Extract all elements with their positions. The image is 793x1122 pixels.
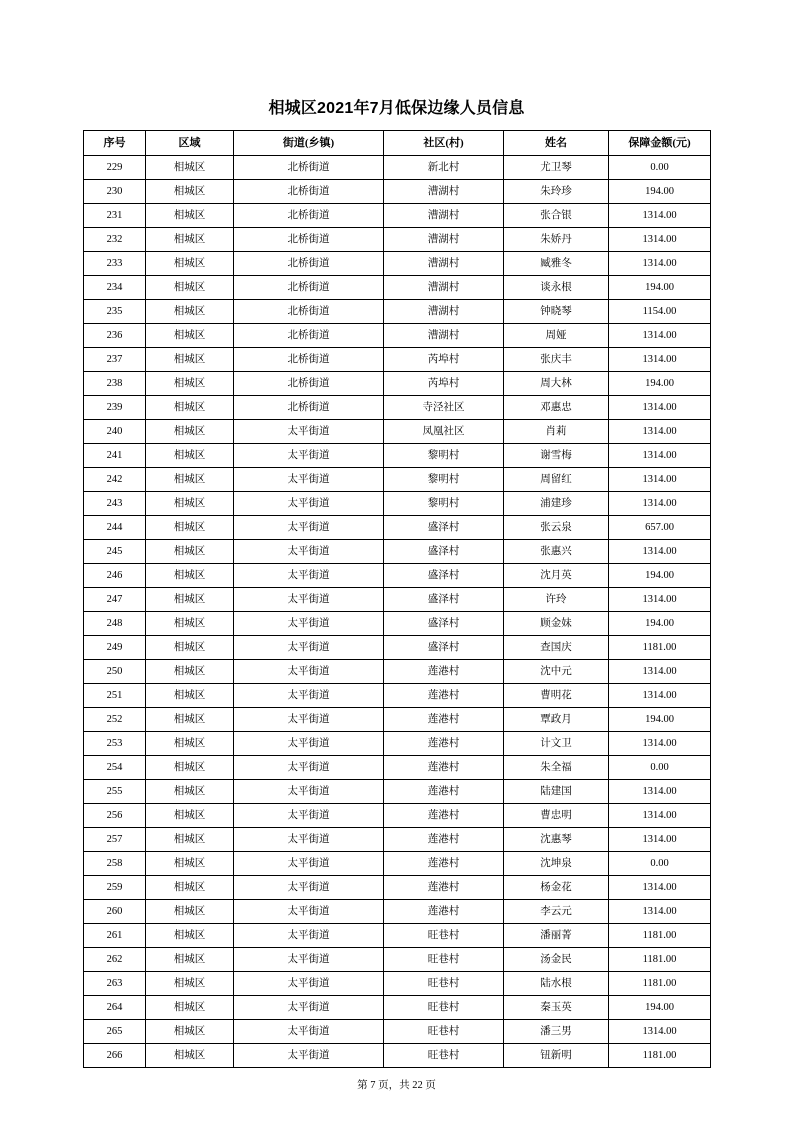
cell-street: 太平街道 — [234, 732, 384, 756]
cell-village: 凤凰社区 — [384, 420, 504, 444]
cell-sequence: 256 — [84, 804, 146, 828]
cell-village: 盛泽村 — [384, 540, 504, 564]
cell-village: 莲港村 — [384, 900, 504, 924]
cell-name: 浦建珍 — [504, 492, 609, 516]
table-row — [84, 252, 711, 276]
cell-street: 太平街道 — [234, 948, 384, 972]
cell-name: 肖莉 — [504, 420, 609, 444]
cell-sequence: 246 — [84, 564, 146, 588]
table-row — [84, 708, 711, 732]
cell-village: 莲港村 — [384, 660, 504, 684]
table-row — [84, 468, 711, 492]
cell-village: 盛泽村 — [384, 612, 504, 636]
cell-name: 邓惠忠 — [504, 396, 609, 420]
cell-area: 相城区 — [146, 252, 234, 276]
cell-sequence: 254 — [84, 756, 146, 780]
cell-village: 旺巷村 — [384, 972, 504, 996]
cell-village: 旺巷村 — [384, 1044, 504, 1068]
cell-area: 相城区 — [146, 732, 234, 756]
cell-sequence: 242 — [84, 468, 146, 492]
cell-sequence: 241 — [84, 444, 146, 468]
table-row — [84, 924, 711, 948]
table-row — [84, 684, 711, 708]
cell-amount: 1314.00 — [609, 684, 711, 708]
cell-name: 沈中元 — [504, 660, 609, 684]
cell-area: 相城区 — [146, 756, 234, 780]
cell-area: 相城区 — [146, 972, 234, 996]
table-row — [84, 948, 711, 972]
table-row — [84, 348, 711, 372]
cell-street: 北桥街道 — [234, 204, 384, 228]
cell-street: 北桥街道 — [234, 372, 384, 396]
cell-area: 相城区 — [146, 1044, 234, 1068]
cell-name: 张合银 — [504, 204, 609, 228]
cell-sequence: 252 — [84, 708, 146, 732]
table-row — [84, 660, 711, 684]
table-row — [84, 996, 711, 1020]
cell-amount: 1181.00 — [609, 972, 711, 996]
table-row — [84, 180, 711, 204]
cell-sequence: 253 — [84, 732, 146, 756]
cell-amount: 0.00 — [609, 852, 711, 876]
cell-sequence: 231 — [84, 204, 146, 228]
cell-name: 周大林 — [504, 372, 609, 396]
cell-sequence: 230 — [84, 180, 146, 204]
cell-area: 相城区 — [146, 156, 234, 180]
cell-village: 芮埠村 — [384, 348, 504, 372]
cell-area: 相城区 — [146, 948, 234, 972]
column-header-area: 区域 — [146, 131, 234, 156]
cell-sequence: 257 — [84, 828, 146, 852]
cell-name: 尤卫琴 — [504, 156, 609, 180]
cell-sequence: 261 — [84, 924, 146, 948]
cell-village: 莲港村 — [384, 756, 504, 780]
cell-street: 北桥街道 — [234, 156, 384, 180]
cell-village: 漕湖村 — [384, 300, 504, 324]
cell-name: 陆水根 — [504, 972, 609, 996]
cell-village: 漕湖村 — [384, 276, 504, 300]
cell-amount: 1314.00 — [609, 540, 711, 564]
table-row — [84, 828, 711, 852]
table-row — [84, 972, 711, 996]
cell-amount: 1314.00 — [609, 348, 711, 372]
column-header-amount: 保障金额(元) — [609, 131, 711, 156]
table-row — [84, 372, 711, 396]
cell-street: 太平街道 — [234, 684, 384, 708]
cell-street: 太平街道 — [234, 564, 384, 588]
cell-amount: 1314.00 — [609, 780, 711, 804]
cell-amount: 1314.00 — [609, 1020, 711, 1044]
cell-name: 沈坤泉 — [504, 852, 609, 876]
cell-amount: 1314.00 — [609, 876, 711, 900]
cell-area: 相城区 — [146, 684, 234, 708]
cell-area: 相城区 — [146, 180, 234, 204]
cell-village: 旺巷村 — [384, 996, 504, 1020]
cell-sequence: 229 — [84, 156, 146, 180]
cell-sequence: 250 — [84, 660, 146, 684]
cell-amount: 1181.00 — [609, 1044, 711, 1068]
cell-street: 太平街道 — [234, 900, 384, 924]
cell-sequence: 260 — [84, 900, 146, 924]
cell-area: 相城区 — [146, 612, 234, 636]
cell-amount: 1314.00 — [609, 732, 711, 756]
cell-village: 漕湖村 — [384, 324, 504, 348]
cell-street: 太平街道 — [234, 924, 384, 948]
cell-street: 太平街道 — [234, 492, 384, 516]
cell-street: 北桥街道 — [234, 396, 384, 420]
cell-street: 太平街道 — [234, 444, 384, 468]
cell-sequence: 262 — [84, 948, 146, 972]
cell-amount: 1314.00 — [609, 252, 711, 276]
cell-area: 相城区 — [146, 876, 234, 900]
cell-sequence: 238 — [84, 372, 146, 396]
cell-name: 杨金花 — [504, 876, 609, 900]
cell-name: 秦玉英 — [504, 996, 609, 1020]
cell-area: 相城区 — [146, 708, 234, 732]
cell-amount: 194.00 — [609, 180, 711, 204]
page-title: 相城区2021年7月低保边缘人员信息 — [268, 100, 525, 117]
cell-name: 谈永根 — [504, 276, 609, 300]
table-row — [84, 1020, 711, 1044]
cell-name: 朱娇丹 — [504, 228, 609, 252]
cell-village: 莲港村 — [384, 876, 504, 900]
cell-street: 太平街道 — [234, 996, 384, 1020]
cell-sequence: 237 — [84, 348, 146, 372]
cell-sequence: 243 — [84, 492, 146, 516]
cell-village: 新北村 — [384, 156, 504, 180]
cell-name: 张云泉 — [504, 516, 609, 540]
cell-amount: 0.00 — [609, 156, 711, 180]
cell-street: 北桥街道 — [234, 300, 384, 324]
table-row — [84, 588, 711, 612]
cell-sequence: 259 — [84, 876, 146, 900]
cell-street: 太平街道 — [234, 588, 384, 612]
cell-area: 相城区 — [146, 804, 234, 828]
cell-name: 顾金妹 — [504, 612, 609, 636]
cell-village: 黎明村 — [384, 444, 504, 468]
page-number-label: 第 7 页，共 22 页 — [357, 1080, 436, 1091]
cell-amount: 1314.00 — [609, 804, 711, 828]
table-row — [84, 204, 711, 228]
cell-name: 钟晓琴 — [504, 300, 609, 324]
cell-area: 相城区 — [146, 276, 234, 300]
table-row — [84, 324, 711, 348]
cell-street: 太平街道 — [234, 516, 384, 540]
cell-street: 北桥街道 — [234, 252, 384, 276]
table-row — [84, 900, 711, 924]
table-row — [84, 492, 711, 516]
table-row — [84, 636, 711, 660]
cell-sequence: 265 — [84, 1020, 146, 1044]
cell-street: 北桥街道 — [234, 276, 384, 300]
cell-sequence: 232 — [84, 228, 146, 252]
cell-area: 相城区 — [146, 396, 234, 420]
cell-village: 芮埠村 — [384, 372, 504, 396]
table-row — [84, 396, 711, 420]
cell-sequence: 239 — [84, 396, 146, 420]
cell-area: 相城区 — [146, 348, 234, 372]
cell-area: 相城区 — [146, 636, 234, 660]
cell-sequence: 244 — [84, 516, 146, 540]
cell-village: 旺巷村 — [384, 948, 504, 972]
cell-name: 汤金民 — [504, 948, 609, 972]
cell-village: 旺巷村 — [384, 1020, 504, 1044]
cell-amount: 0.00 — [609, 756, 711, 780]
cell-street: 太平街道 — [234, 756, 384, 780]
cell-amount: 1314.00 — [609, 228, 711, 252]
cell-amount: 1314.00 — [609, 444, 711, 468]
cell-amount: 1154.00 — [609, 300, 711, 324]
cell-sequence: 251 — [84, 684, 146, 708]
cell-area: 相城区 — [146, 420, 234, 444]
cell-name: 覃政月 — [504, 708, 609, 732]
cell-village: 莲港村 — [384, 684, 504, 708]
cell-sequence: 264 — [84, 996, 146, 1020]
cell-name: 潘三男 — [504, 1020, 609, 1044]
cell-street: 太平街道 — [234, 660, 384, 684]
table-row — [84, 564, 711, 588]
table-row — [84, 228, 711, 252]
cell-name: 沈惠琴 — [504, 828, 609, 852]
cell-amount: 1181.00 — [609, 636, 711, 660]
cell-village: 盛泽村 — [384, 516, 504, 540]
cell-amount: 194.00 — [609, 564, 711, 588]
table-container — [83, 130, 710, 1068]
cell-amount: 1314.00 — [609, 396, 711, 420]
cell-amount: 1314.00 — [609, 588, 711, 612]
cell-area: 相城区 — [146, 540, 234, 564]
cell-street: 太平街道 — [234, 1044, 384, 1068]
cell-village: 漕湖村 — [384, 252, 504, 276]
cell-name: 潘丽菁 — [504, 924, 609, 948]
cell-area: 相城区 — [146, 372, 234, 396]
cell-area: 相城区 — [146, 324, 234, 348]
cell-sequence: 255 — [84, 780, 146, 804]
cell-village: 漕湖村 — [384, 228, 504, 252]
cell-village: 黎明村 — [384, 468, 504, 492]
cell-street: 太平街道 — [234, 972, 384, 996]
cell-sequence: 236 — [84, 324, 146, 348]
cell-name: 查国庆 — [504, 636, 609, 660]
cell-amount: 194.00 — [609, 372, 711, 396]
cell-village: 莲港村 — [384, 732, 504, 756]
cell-amount: 1314.00 — [609, 420, 711, 444]
cell-street: 太平街道 — [234, 636, 384, 660]
column-header-village: 社区(村) — [384, 131, 504, 156]
table-header-row — [84, 131, 711, 156]
cell-area: 相城区 — [146, 852, 234, 876]
cell-village: 寺泾社区 — [384, 396, 504, 420]
cell-name: 曹明花 — [504, 684, 609, 708]
cell-name: 朱全福 — [504, 756, 609, 780]
column-header-street: 街道(乡镇) — [234, 131, 384, 156]
cell-amount: 1181.00 — [609, 948, 711, 972]
cell-street: 太平街道 — [234, 420, 384, 444]
cell-village: 莲港村 — [384, 852, 504, 876]
cell-amount: 1314.00 — [609, 492, 711, 516]
cell-area: 相城区 — [146, 900, 234, 924]
cell-name: 周娅 — [504, 324, 609, 348]
cell-sequence: 258 — [84, 852, 146, 876]
cell-amount: 1314.00 — [609, 828, 711, 852]
cell-name: 曹忠明 — [504, 804, 609, 828]
page-footer — [0, 1077, 793, 1092]
cell-village: 盛泽村 — [384, 588, 504, 612]
cell-street: 太平街道 — [234, 876, 384, 900]
cell-area: 相城区 — [146, 516, 234, 540]
table-row — [84, 300, 711, 324]
cell-name: 钮新明 — [504, 1044, 609, 1068]
cell-area: 相城区 — [146, 924, 234, 948]
cell-village: 莲港村 — [384, 804, 504, 828]
cell-name: 陆建国 — [504, 780, 609, 804]
cell-amount: 194.00 — [609, 612, 711, 636]
column-header-sequence: 序号 — [84, 131, 146, 156]
cell-amount: 1314.00 — [609, 204, 711, 228]
cell-amount: 657.00 — [609, 516, 711, 540]
cell-name: 计文卫 — [504, 732, 609, 756]
cell-street: 北桥街道 — [234, 324, 384, 348]
cell-name: 张庆丰 — [504, 348, 609, 372]
table-row — [84, 756, 711, 780]
table-body — [84, 156, 711, 1068]
table-row — [84, 276, 711, 300]
cell-street: 太平街道 — [234, 612, 384, 636]
cell-sequence: 235 — [84, 300, 146, 324]
cell-amount: 1314.00 — [609, 900, 711, 924]
table-row — [84, 1044, 711, 1068]
table-row — [84, 876, 711, 900]
cell-area: 相城区 — [146, 228, 234, 252]
cell-area: 相城区 — [146, 780, 234, 804]
cell-amount: 1314.00 — [609, 468, 711, 492]
cell-name: 朱玲珍 — [504, 180, 609, 204]
cell-area: 相城区 — [146, 300, 234, 324]
cell-sequence: 248 — [84, 612, 146, 636]
cell-street: 北桥街道 — [234, 228, 384, 252]
cell-village: 盛泽村 — [384, 636, 504, 660]
cell-street: 太平街道 — [234, 828, 384, 852]
table-row — [84, 852, 711, 876]
cell-amount: 1181.00 — [609, 924, 711, 948]
cell-sequence: 234 — [84, 276, 146, 300]
table-row — [84, 780, 711, 804]
cell-street: 北桥街道 — [234, 348, 384, 372]
table-row — [84, 804, 711, 828]
cell-sequence: 266 — [84, 1044, 146, 1068]
cell-street: 太平街道 — [234, 852, 384, 876]
cell-area: 相城区 — [146, 996, 234, 1020]
table-row — [84, 420, 711, 444]
table-header — [84, 131, 711, 156]
table-row — [84, 612, 711, 636]
cell-name: 臧雅冬 — [504, 252, 609, 276]
cell-street: 太平街道 — [234, 540, 384, 564]
cell-sequence: 245 — [84, 540, 146, 564]
cell-village: 莲港村 — [384, 828, 504, 852]
cell-amount: 194.00 — [609, 708, 711, 732]
cell-name: 李云元 — [504, 900, 609, 924]
cell-amount: 194.00 — [609, 276, 711, 300]
cell-name: 张惠兴 — [504, 540, 609, 564]
cell-name: 谢雪梅 — [504, 444, 609, 468]
cell-amount: 1314.00 — [609, 324, 711, 348]
cell-village: 漕湖村 — [384, 180, 504, 204]
cell-area: 相城区 — [146, 444, 234, 468]
cell-street: 太平街道 — [234, 804, 384, 828]
cell-name: 许玲 — [504, 588, 609, 612]
cell-village: 莲港村 — [384, 708, 504, 732]
cell-street: 太平街道 — [234, 1020, 384, 1044]
cell-street: 太平街道 — [234, 708, 384, 732]
cell-area: 相城区 — [146, 588, 234, 612]
cell-name: 沈月英 — [504, 564, 609, 588]
table-row — [84, 444, 711, 468]
low-income-residents-table — [83, 130, 711, 1068]
cell-sequence: 247 — [84, 588, 146, 612]
cell-sequence: 240 — [84, 420, 146, 444]
cell-area: 相城区 — [146, 828, 234, 852]
cell-sequence: 233 — [84, 252, 146, 276]
cell-name: 周留红 — [504, 468, 609, 492]
table-row — [84, 732, 711, 756]
cell-village: 黎明村 — [384, 492, 504, 516]
cell-street: 北桥街道 — [234, 180, 384, 204]
cell-village: 盛泽村 — [384, 564, 504, 588]
table-row — [84, 540, 711, 564]
cell-amount: 1314.00 — [609, 660, 711, 684]
cell-area: 相城区 — [146, 204, 234, 228]
cell-village: 漕湖村 — [384, 204, 504, 228]
cell-area: 相城区 — [146, 564, 234, 588]
cell-amount: 194.00 — [609, 996, 711, 1020]
cell-area: 相城区 — [146, 1020, 234, 1044]
cell-area: 相城区 — [146, 492, 234, 516]
table-row — [84, 156, 711, 180]
cell-area: 相城区 — [146, 468, 234, 492]
cell-street: 太平街道 — [234, 780, 384, 804]
cell-street: 太平街道 — [234, 468, 384, 492]
cell-area: 相城区 — [146, 660, 234, 684]
cell-village: 莲港村 — [384, 780, 504, 804]
column-header-name: 姓名 — [504, 131, 609, 156]
table-row — [84, 516, 711, 540]
cell-village: 旺巷村 — [384, 924, 504, 948]
cell-sequence: 263 — [84, 972, 146, 996]
cell-sequence: 249 — [84, 636, 146, 660]
